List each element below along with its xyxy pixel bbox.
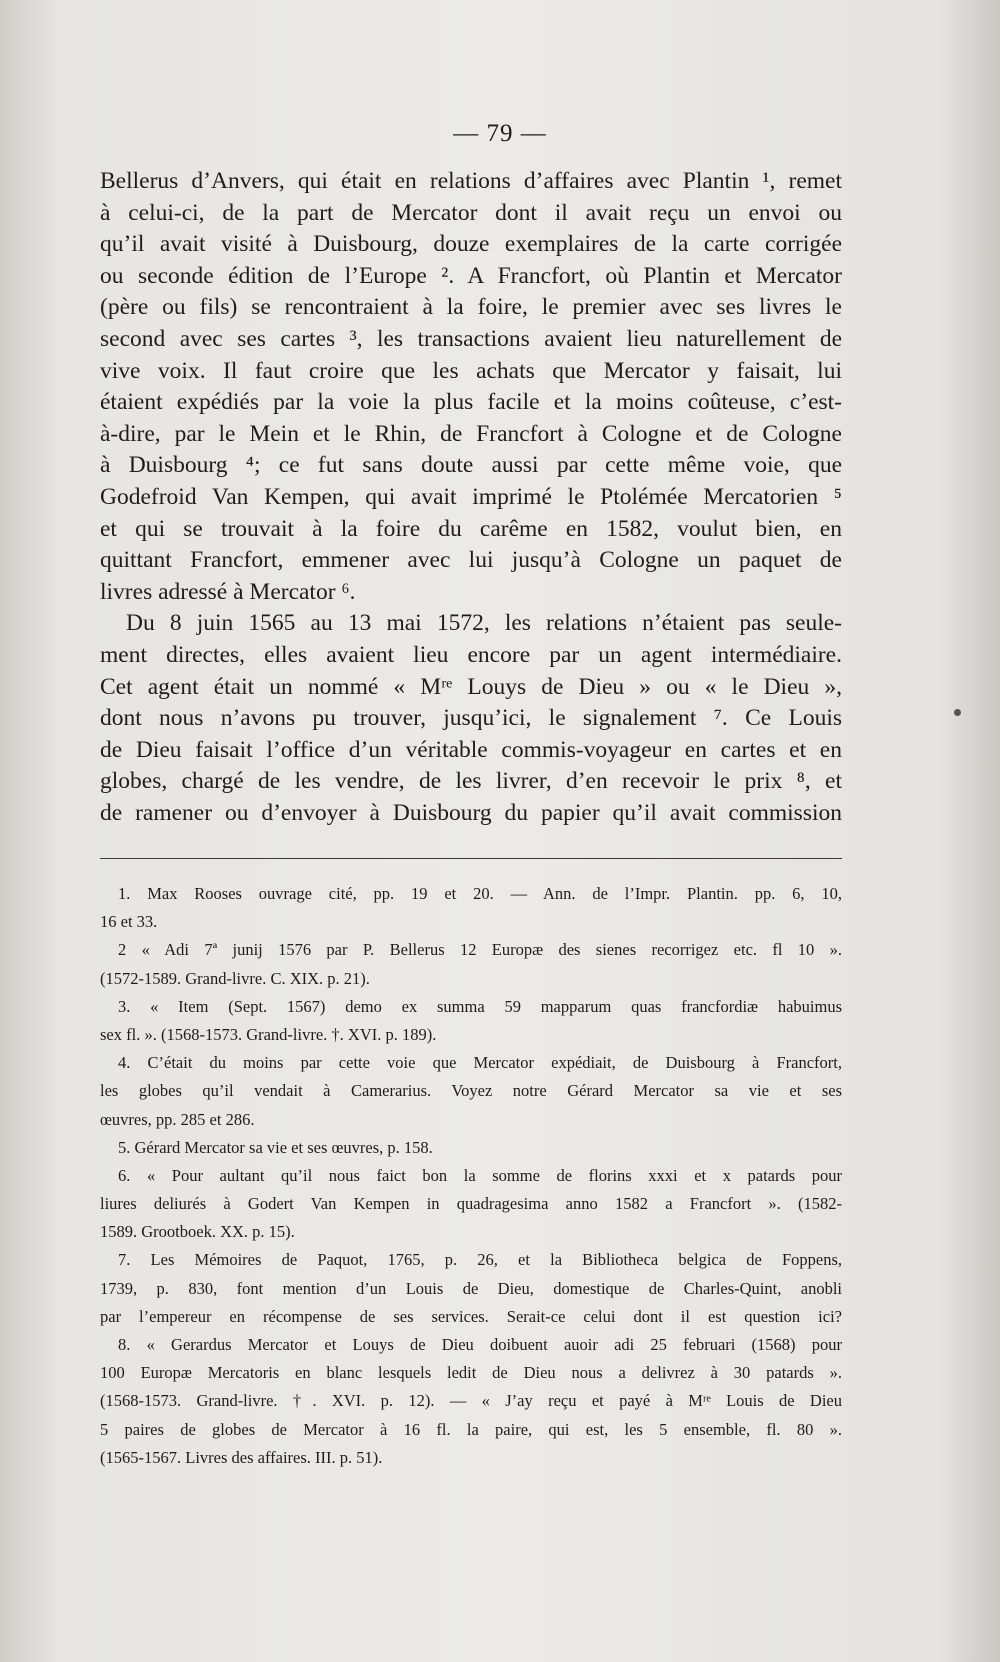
body-line: qu’il avait visité à Duisbourg, douze exemplaires de la carte corrigée [100,231,842,258]
body-line: et qui se trouvait à la foire du carême en 1582, voulut bien, en [100,515,842,542]
body-line: dont nous n’avons pu trouver, jusqu’ici, le signalement ⁷. Ce Louis [100,705,842,732]
body-line: Du 8 juin 1565 au 13 mai 1572, les relations n’étaient pas seule- [126,610,842,637]
footnote-line: sex fl. ». (1568-1573. Grand-livre. †. XVI. p. 189). [100,1024,437,1044]
footnote-line: 8. « Gerardus Mercator et Louys de Dieu doibuent auoir adi 25 februari (1568) pour [118,1335,842,1354]
footnote-line: par l’empereur en récompense de ses services. Serait-ce celui dont il est question ici? [100,1306,842,1326]
body-line: ment directes, elles avaient lieu encore par un agent intermédiaire. [100,641,842,668]
footnote-line: (1565-1567. Livres des affaires. III. p. 51). [100,1447,383,1467]
body-line: second avec ses cartes ³, les transactions avaient lieu naturellement de [100,325,842,352]
footnote-line: 5 paires de globes de Mercator à 16 fl. la paire, qui est, les 5 ensemble, fl. 80 ». [100,1419,842,1439]
body-line: de ramener ou d’envoyer à Duisbourg du papier qu’il avait commission [100,799,842,826]
footnote-line: 1. Max Rooses ouvrage cité, pp. 19 et 20. — Ann. de l’Impr. Plantin. pp. 6, 10, [118,884,842,903]
footnote-line: 4. C’était du moins par cette voie que Mercator expédiait, de Duisbourg à Francfort, [118,1053,842,1073]
page-number: — 79 — [453,120,547,147]
footnote-line: 7. Les Mémoires de Paquot, 1765, p. 26, et la Bibliotheca belgica de Foppens, [118,1250,842,1270]
footnote-line: 1589. Grootboek. XX. p. 15). [100,1222,295,1242]
footnote-divider [100,858,842,859]
body-line: quittant Francfort, emmener avec lui jusqu’à Cologne un paquet de [100,547,842,574]
body-line: ou seconde édition de l’Europe ². A Francfort, où Plantin et Mercator [100,262,842,289]
footnote-line: 6. « Pour aultant qu’il nous faict bon la somme de florins xxxi et x patards pour [118,1165,842,1185]
ink-speck [954,709,961,716]
footnote-line: les globes qu’il vendait à Camerarius. Voyez notre Gérard Mercator sa vie et ses [100,1081,842,1101]
body-line: de Dieu faisait l’office d’un véritable commis-voyageur en cartes et en [100,736,842,763]
footnote-line: (1568-1573. Grand-livre. †. XVI. p. 12). — « J’ay reçu et payé à Mʳᵉ Louis de Dieu [100,1391,842,1411]
body-line: à-dire, par le Mein et le Rhin, de Francfort à Cologne et de Cologne [100,420,842,447]
footnote-line: 1739, p. 830, font mention d’un Louis de Dieu, domestique de Charles-Quint, anobli [100,1278,842,1298]
footnote-line: 3. « Item (Sept. 1567) demo ex summa 59 mapparum quas francfordiæ habuimus [118,996,842,1016]
footnote-line: 2 « Adi 7ª junij 1576 par P. Bellerus 12 Europæ des sienes recorrigez etc. fl 10 ». [118,940,842,960]
body-line: étaient expédiés par la voie la plus facile et la moins coûteuse, c’est- [100,389,842,416]
body-line: vive voix. Il faut croire que les achats que Mercator y faisait, lui [100,357,842,384]
footnote-line: (1572-1589. Grand-livre. C. XIX. p. 21). [100,968,370,988]
body-line: livres adressé à Mercator ⁶. [100,578,356,605]
footnote-line: œuvres, pp. 285 et 286. [100,1109,255,1129]
body-line: (père ou fils) se rencontraient à la foire, le premier avec ses livres le [100,294,842,321]
body-line: à Duisbourg ⁴; ce fut sans doute aussi par cette même voie, que [100,452,842,479]
body-line: à celui-ci, de la part de Mercator dont il avait reçu un envoi ou [100,199,842,226]
body-line: Godefroid Van Kempen, qui avait imprimé le Ptolémée Mercatorien ⁵ [100,483,842,510]
footnote-line: 16 et 33. [100,912,158,932]
body-line: Bellerus d’Anvers, qui était en relations d’affaires avec Plantin ¹, remet [100,168,842,194]
footnotes [100,880,842,1472]
body-line: Cet agent était un nommé « Mʳᵉ Louys de Dieu » ou « le Dieu », [100,673,842,700]
body-text [100,166,842,829]
body-line: globes, chargé de les vendre, de les livrer, d’en recevoir le prix ⁸, et [100,768,842,795]
footnote-line: 100 Europæ Mercatoris en blanc lesquels ledit de Dieu nous a delivrez à 30 patards ». [100,1363,842,1383]
footnote-line: 5. Gérard Mercator sa vie et ses œuvres, p. 158. [118,1137,433,1157]
footnote-line: liures deliurés à Godert Van Kempen in quadragesima anno 1582 a Francfort ». (1582- [100,1194,842,1214]
